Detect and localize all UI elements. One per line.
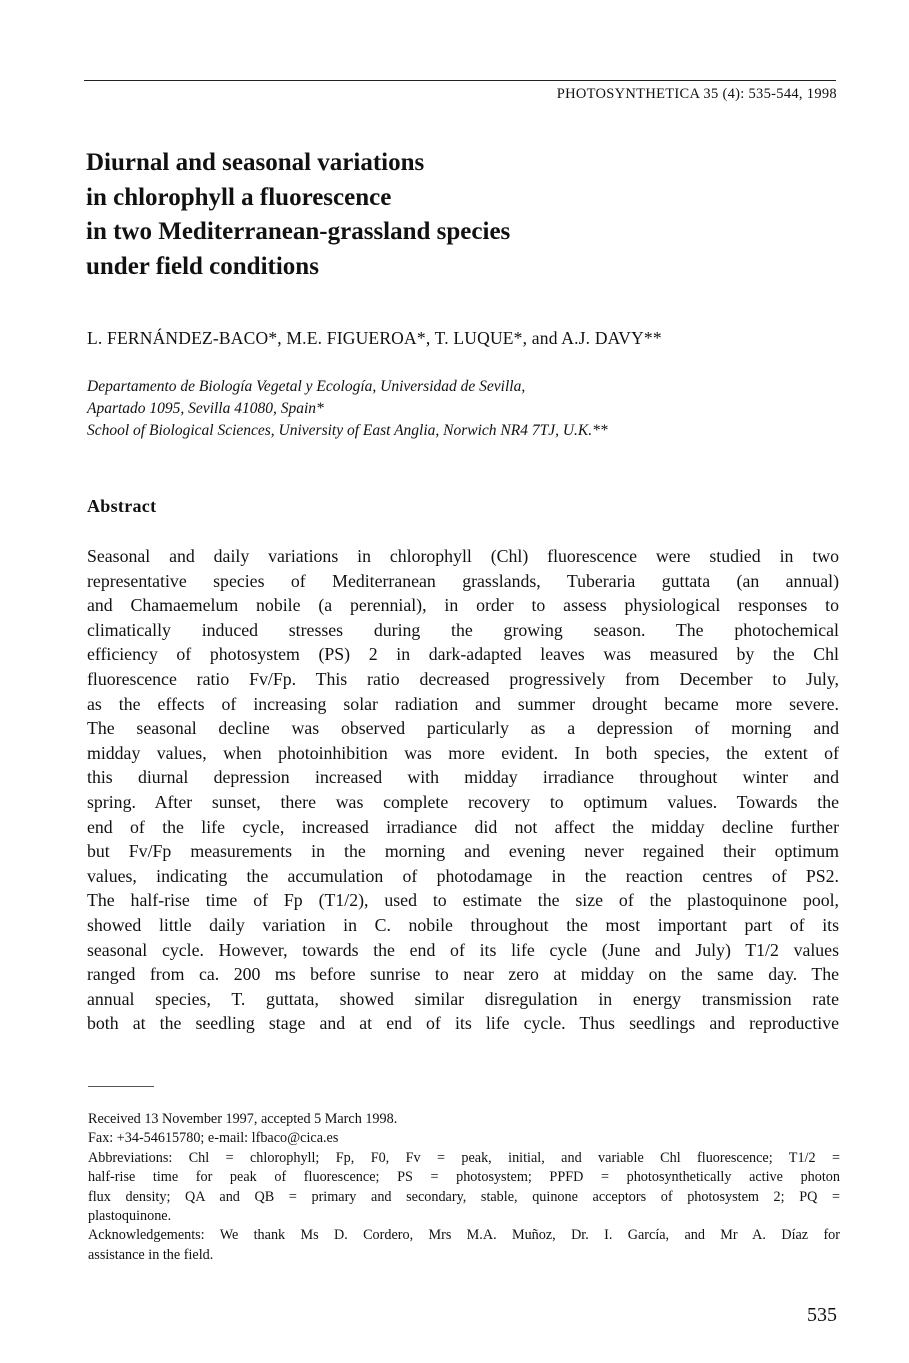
page-number: 535 [807,1304,837,1326]
affiliations [87,376,608,442]
acknowledgements-line: Acknowledgements: We thank Ms D. Cordero, Mrs M.A. Muñoz, Dr. I. García, and Mr A. Díaz for [88,1227,840,1244]
received-note: Received 13 November 1997, accepted 5 March 1998. [88,1111,398,1127]
abstract-line: seasonal cycle. However, towards the end of its life cycle (June and July) T1/2 values [87,939,839,960]
title-line: in two Mediterranean-grassland species [86,218,511,245]
header-rule [84,80,836,81]
abstract-line: efficiency of photosystem (PS) 2 in dark-adapted leaves was measured by the Chl [87,644,839,665]
abstract-body [87,544,839,1036]
abstract-line: showed little daily variation in C. nobile throughout the most important part of its [87,914,839,935]
abstract-line: ranged from ca. 200 ms before sunrise to near zero at midday on the same day. The [87,964,839,985]
abstract-line: The half-rise time of Fp (T1/2), used to estimate the size of the plastoquinone pool, [87,890,839,911]
abstract-line: this diurnal depression increased with midday irradiance throughout winter and [87,767,839,788]
abstract-line: fluorescence ratio Fv/Fp. This ratio decreased progressively from December to July, [87,668,839,689]
abstract-line: climatically induced stresses during the growing season. The photochemical [87,619,839,640]
title-line: under field conditions [86,252,319,280]
abstract-line: as the effects of increasing solar radiation and summer drought became more severe. [87,693,839,714]
abstract-line: midday values, when photoinhibition was more evident. In both species, the extent of [87,742,839,763]
abstract-line: annual species, T. guttata, showed similar disregulation in energy transmission rate [87,988,839,1009]
abbreviations-line: Abbreviations: Chl = chlorophyll; Fp, F0, Fv = peak, initial, and variable Chl fluorescence; T1/2 = [88,1149,840,1166]
abstract-line: The seasonal decline was observed particularly as a depression of morning and [87,718,839,739]
abstract-line: representative species of Mediterranean grasslands, Tuberaria guttata (an annual) [87,570,839,591]
abstract-line: but Fv/Fp measurements in the morning and evening never regained their optimum [87,841,839,862]
contact-note: Fax: +34-54615780; e-mail: lfbaco@cica.es [88,1130,339,1147]
title-line: Diurnal and seasonal variations [86,149,425,176]
title-line: in chlorophyll a fluorescence [86,183,392,211]
abstract-line: Seasonal and daily variations in chlorophyll (Chl) fluorescence were studied in two [87,546,839,566]
footnotes [88,1110,840,1265]
paper-title [86,146,786,284]
abstract-line: and Chamaemelum nobile (a perennial), in order to assess physiological responses to [87,595,839,616]
abbreviations-line: half-rise time for peak of fluorescence; PS = photosystem; PPFD = photosynthetically active photon [88,1169,840,1186]
author-list: L. FERNÁNDEZ-BACO*, M.E. FIGUEROA*, T. LUQUE*, and A.J. DAVY** [87,328,662,348]
affiliation-line: School of Biological Sciences, University of East Anglia, Norwich NR4 7TJ, U.K.** [87,422,608,439]
footnote-divider [88,1086,154,1087]
affiliation-line: Departamento de Biología Vegetal y Ecología, Universidad de Sevilla, [87,378,526,395]
abbreviations-line: plastoquinone. [88,1208,172,1225]
abstract-line: both at the seedling stage and at end of its life cycle. Thus seedlings and reproductive [87,1013,839,1034]
journal-citation: PHOTOSYNTHETICA 35 (4): 535-544, 1998 [556,86,837,102]
abstract-line: values, indicating the accumulation of photodamage in the reaction centres of PS2. [87,865,839,886]
abstract-line: end of the life cycle, increased irradiance did not affect the midday decline further [87,816,839,837]
acknowledgements-line: assistance in the field. [88,1246,214,1263]
abstract-line: spring. After sunset, there was complete recovery to optimum values. Towards the [87,791,839,812]
abstract-heading: Abstract [87,496,157,516]
affiliation-line: Apartado 1095, Sevilla 41080, Spain* [87,400,324,417]
abbreviations-line: flux density; QA and QB = primary and secondary, stable, quinone acceptors of photosystem 2; PQ = [88,1188,840,1205]
